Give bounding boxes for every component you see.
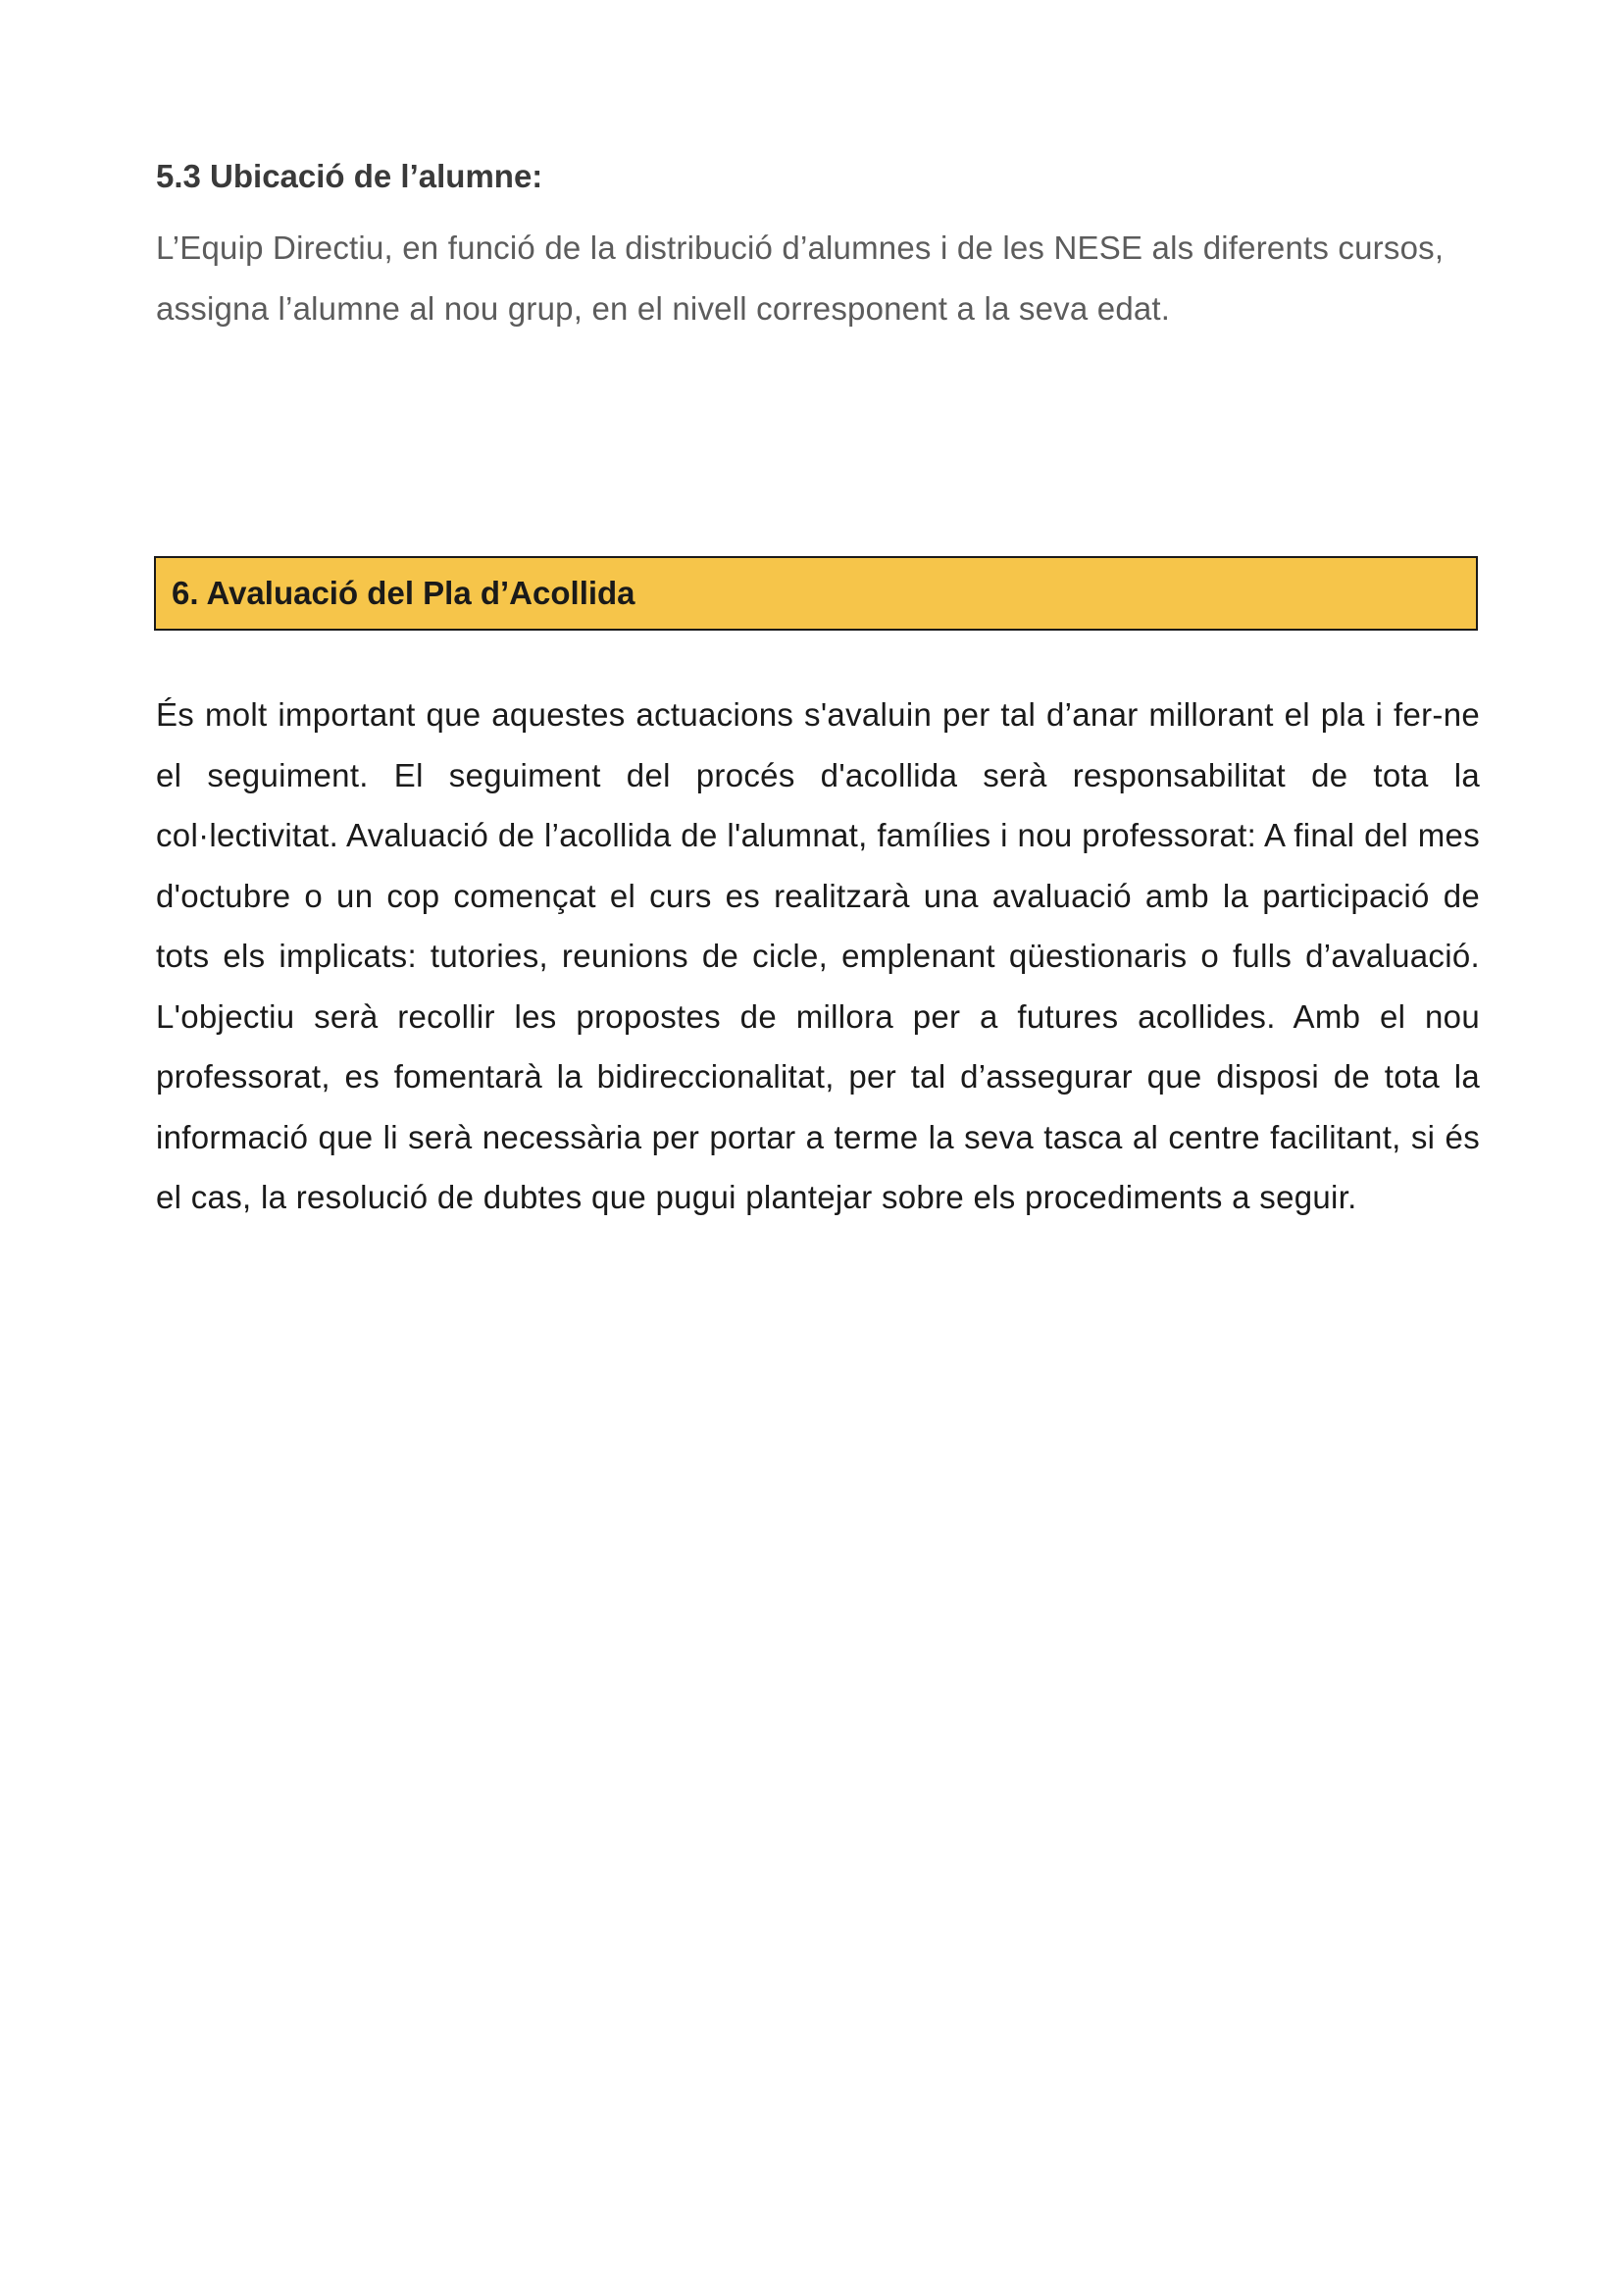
section-title-6: 6. Avaluació del Pla d’Acollida <box>172 575 635 611</box>
subsection-paragraph-5-3: L’Equip Directiu, en funció de la distribució d’alumnes i de les NESE als diferents cursos, assigna l’alumne al nou grup, en el nivell corresponent a la seva edat. <box>156 229 1445 327</box>
subsection-heading-5-3: 5.3 Ubicació de l’alumne: <box>156 158 543 194</box>
section-paragraph-6: És molt important que aquestes actuacions s'avaluin per tal d’anar millorant el pla i fer-ne el seguiment. El seguiment del procés d'acollida serà responsabilitat de tota la col·lectivitat. Avaluació de l’acollida de l'alumnat, famílies i nou professorat: A final del mes d'octubre o un cop començat el curs es realitzarà una avaluació amb la participació de tots els implicats: tutories, reunions de cicle, emplenant qüestionaris o fulls d’avaluació. L'objectiu serà recollir les propostes de millora per a futures acollides. Amb el nou professorat, es fomentarà la bidireccionalitat, per tal d’assegurar que disposi de tota la informació que li serà necessària per portar a terme la seva tasca al centre facilitant, si és el cas, la resolució de dubtes que pugui plantejar sobre els procediments a seguir. <box>156 696 1480 1215</box>
section-header-box <box>154 556 1478 631</box>
